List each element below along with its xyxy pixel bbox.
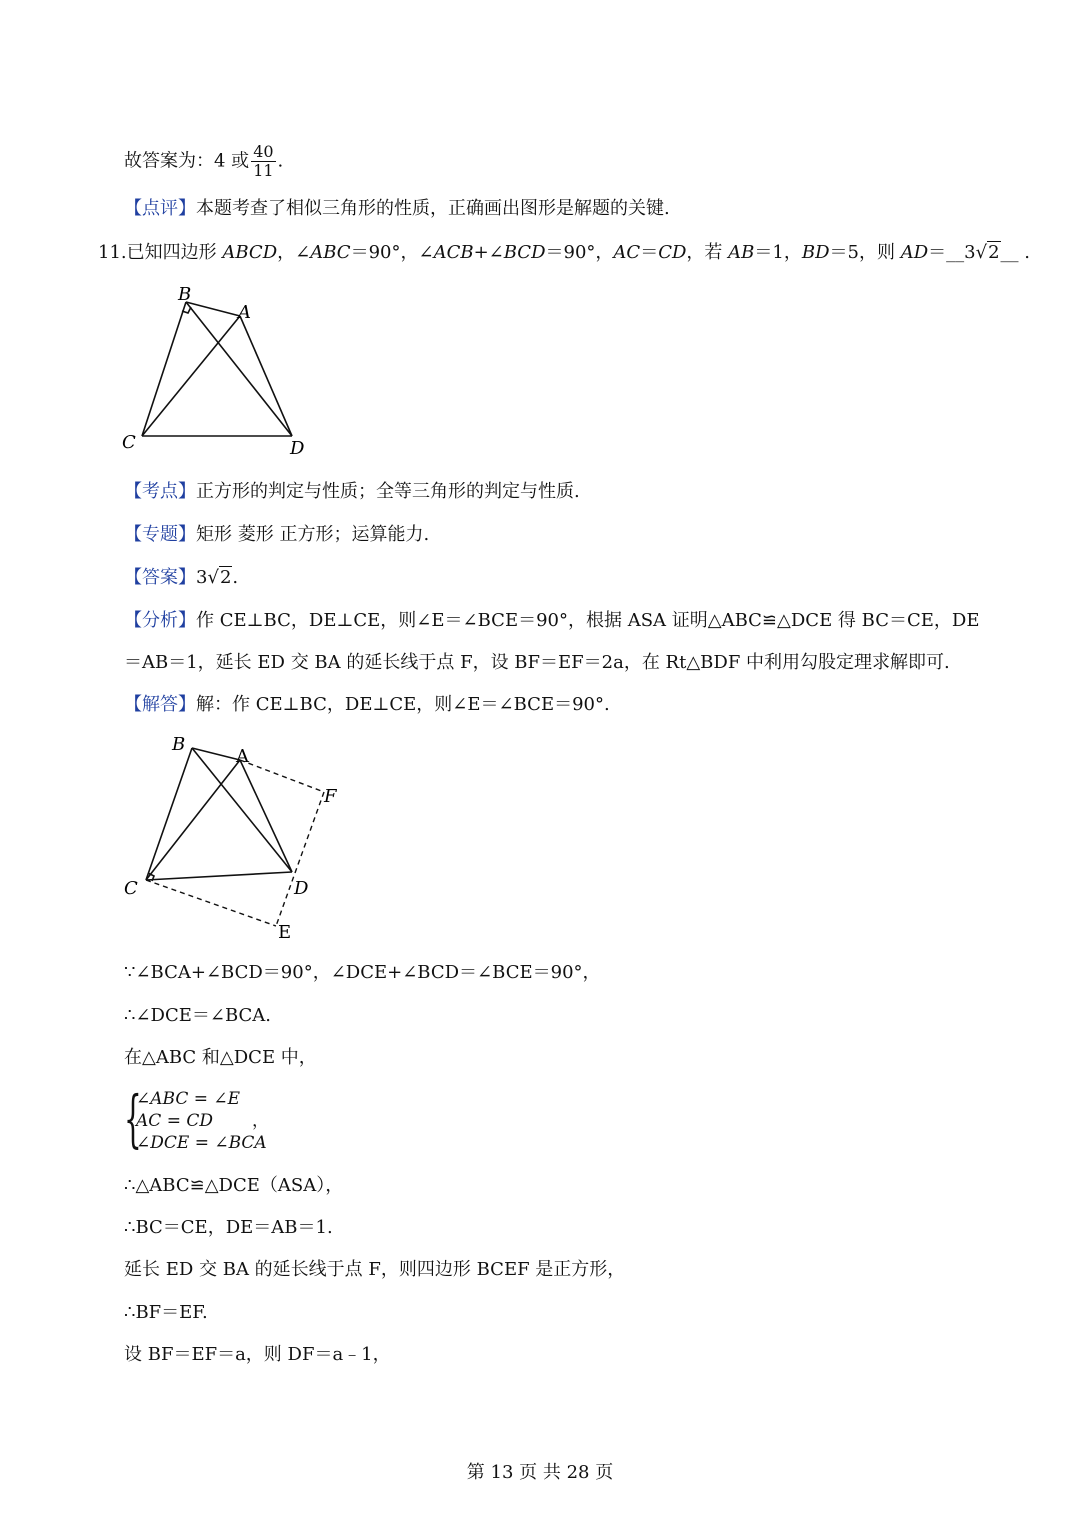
q-var: BD: [801, 242, 830, 263]
fraction-numerator: 40: [253, 142, 274, 161]
fenxi-text-2: ＝AB＝1，延长 ED 交 BA 的延长线于点 F，设 BF＝EF＝2a，在 Rt△BDF 中利用勾股定理求解即可.: [124, 652, 950, 673]
dashed-ce: [146, 880, 276, 926]
question-11: [98, 242, 1030, 264]
step-2: ∴∠DCE＝∠BCA.: [124, 1005, 272, 1026]
segment-ad: [240, 316, 292, 436]
system-row: ∠ABC = ∠E: [136, 1089, 241, 1109]
system-row: ∠DCE = ∠BCA: [136, 1133, 267, 1153]
q-var: AC: [613, 242, 641, 263]
answer-tail: __: [1000, 242, 1019, 263]
fenxi-line-2: [124, 652, 950, 674]
q-var: AB: [728, 242, 755, 263]
q-var: ABCD: [222, 242, 278, 263]
sqrt-sign: √2: [975, 242, 1000, 263]
daan-end: .: [232, 567, 239, 588]
segment-ac: [142, 316, 240, 436]
step-8: 设 BF＝EF＝a，则 DF＝a﹣1，: [124, 1344, 391, 1365]
q-text: ＝90°，∠: [350, 242, 434, 263]
daan-tag: 【答案】: [124, 567, 196, 588]
left-brace: {: [124, 1082, 142, 1155]
q-text: +∠: [473, 242, 504, 263]
page-footer: 第 13 页 共 28 页: [466, 1462, 614, 1483]
q-var: AD: [900, 242, 929, 263]
answer-prefix: 故答案为：4 或: [124, 150, 250, 172]
step-7: ∴BF＝EF.: [124, 1302, 208, 1323]
kaodian-text: 正方形的判定与性质；全等三角形的判定与性质.: [196, 481, 580, 502]
q-var: ABC: [310, 242, 351, 263]
segment-cd: [146, 872, 292, 880]
figure-2: [110, 730, 360, 945]
kaodian-tag: 【考点】: [124, 481, 196, 502]
q-text: ＝1，: [754, 242, 802, 263]
answer-fraction: [251, 143, 275, 180]
fenxi-text-1: 作 CE⊥BC，DE⊥CE，则∠E＝∠BCE＝90°，根据 ASA 证明△ABC≌△DCE 得 BC＝CE，DE: [196, 610, 980, 631]
label-d: D: [294, 878, 309, 899]
q-end: .: [1018, 242, 1030, 263]
daan-coef: 3: [196, 567, 208, 588]
label-e: E: [278, 922, 292, 943]
q-var: ACB: [433, 242, 474, 263]
radicand: 2: [988, 242, 1000, 263]
label-f: F: [324, 786, 337, 807]
fenxi-tag: 【分析】: [124, 610, 196, 631]
zhuanti-tag: 【专题】: [124, 524, 196, 545]
zhuanti-text: 矩形 菱形 正方形；运算能力.: [196, 524, 430, 545]
step-3: 在△ABC 和△DCE 中，: [124, 1047, 317, 1068]
fraction-denominator: 11: [253, 161, 274, 180]
fenxi-line-1: [124, 610, 979, 632]
comment-text: 本题考查了相似三角形的性质，正确画出图形是解题的关键.: [196, 198, 670, 219]
label-a: A: [238, 302, 251, 323]
q-text: ＝: [640, 242, 659, 263]
label-d: D: [290, 438, 305, 459]
segment-ac: [146, 760, 240, 880]
label-b: B: [172, 734, 186, 755]
jieda-tag: 【解答】: [124, 694, 196, 715]
label-a: A: [236, 746, 249, 767]
segment-bc: [142, 302, 186, 436]
label-b: B: [178, 284, 192, 305]
segment-bc: [146, 748, 192, 880]
q-text: 已知四边形: [126, 242, 223, 263]
dashed-fe: [276, 792, 324, 926]
answer-coef: __3: [946, 242, 976, 263]
figure-1: [110, 280, 330, 460]
answer-end: .: [277, 150, 284, 172]
segment-ba: [186, 302, 240, 316]
step-1: ∵∠BCA+∠BCD＝90°，∠DCE+∠BCD＝∠BCE＝90°，: [124, 962, 601, 983]
comment-tag: 【点评】: [124, 198, 196, 219]
label-c: C: [124, 878, 138, 899]
answer-line: [124, 143, 283, 180]
jieda-text: 解：作 CE⊥BC，DE⊥CE，则∠E＝∠BCE＝90°.: [196, 694, 610, 715]
step-6: 延长 ED 交 BA 的延长线于点 F，则四边形 BCEF 是正方形，: [124, 1259, 626, 1280]
label-c: C: [122, 432, 136, 453]
q-var: BCD: [503, 242, 546, 263]
comment-line: [124, 198, 670, 220]
jieda-line: [124, 694, 610, 716]
radicand: 2: [219, 567, 232, 588]
q-text: ＝90°，: [545, 242, 614, 263]
system-comma: ，: [252, 1111, 269, 1131]
q-text: ＝5，则: [829, 242, 901, 263]
sqrt-sign: √2: [207, 567, 232, 588]
daan-line: [124, 567, 238, 589]
zhuanti-line: [124, 524, 429, 546]
q-text: ，若: [686, 242, 729, 263]
system-row: AC = CD: [136, 1111, 213, 1131]
q-text: ，∠: [277, 242, 311, 263]
question-number: 11.: [98, 242, 127, 263]
step-4: ∴△ABC≌△DCE（ASA），: [124, 1175, 344, 1196]
kaodian-line: [124, 481, 580, 503]
q-var: CD: [658, 242, 687, 263]
system-rows: [136, 1088, 267, 1154]
q11-answer-blank: [946, 242, 1018, 263]
step-5: ∴BC＝CE，DE＝AB＝1.: [124, 1217, 333, 1238]
q-text: ＝: [928, 242, 947, 263]
